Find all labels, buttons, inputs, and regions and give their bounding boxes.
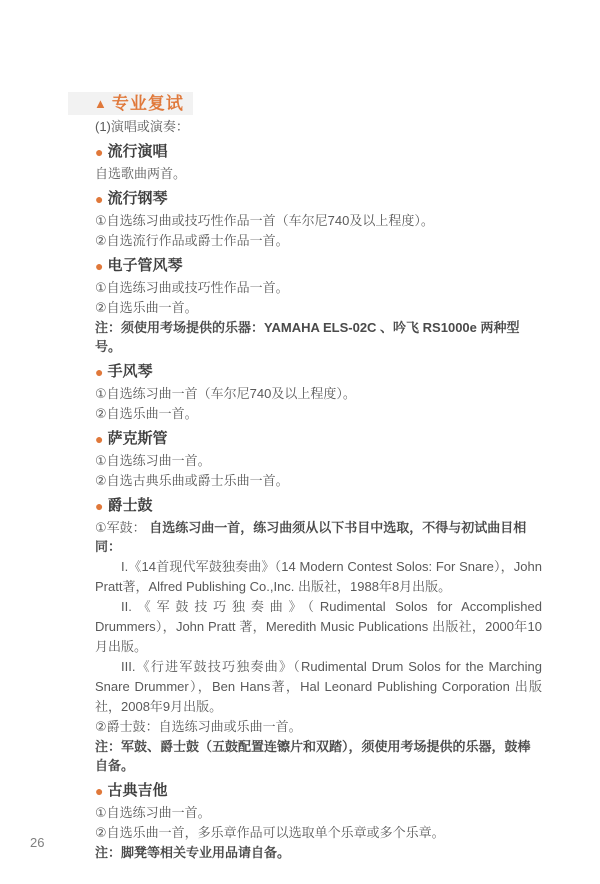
- section-title: [95, 142, 542, 162]
- section-title: [95, 362, 542, 382]
- requirement-line: ①自选练习曲一首（车尔尼740及以上程度）。: [95, 386, 356, 401]
- section-pop-vocal: [95, 142, 542, 183]
- requirement-line: ②自选乐曲一首。: [95, 406, 198, 421]
- section-title: [95, 189, 542, 209]
- section-title-text: 古典吉他: [107, 782, 168, 799]
- note-line: 注：脚凳等相关专业用品请自备。: [95, 845, 291, 860]
- section-title-text: 手风琴: [107, 363, 153, 380]
- snare-requirement: 自选练习曲一首，练习曲须从以下书目中选取，不得与初试曲目相同：: [95, 520, 527, 554]
- section-electronic-organ: [95, 256, 542, 356]
- requirement-line: 自选歌曲两首。: [95, 166, 187, 181]
- triangle-icon: ▲: [94, 96, 107, 111]
- book-reference-3: III.《行进军鼓技巧独奏曲》（Rudimental Drum Solos for the Marching Snare Drummer），Ben Hans著，Hal Leonard Publishing Corporation 出版社，2008年9月出版。: [95, 659, 542, 714]
- requirement-line: ①自选练习曲一首。: [95, 453, 211, 468]
- section-title: [95, 429, 542, 449]
- section-pop-piano: [95, 189, 542, 250]
- bullet-icon: ●: [95, 191, 104, 207]
- section-heading-box: [68, 92, 193, 115]
- section-saxophone: [95, 429, 542, 490]
- bullet-icon: ●: [95, 498, 104, 514]
- content-area: [95, 117, 542, 863]
- requirement-line: ①自选练习曲或技巧性作品一首（车尔尼740及以上程度）。: [95, 213, 434, 228]
- requirement-line: ②自选乐曲一首。: [95, 300, 198, 315]
- requirement-line: ②自选古典乐曲或爵士乐曲一首。: [95, 473, 289, 488]
- requirement-line-snare: [95, 518, 542, 556]
- note-line: 注：军鼓、爵士鼓（五鼓配置连镲片和双踏），须使用考场提供的乐器，鼓棒自备。: [95, 739, 531, 773]
- section-title: [95, 256, 542, 276]
- book-reference-1: I.《14首现代军鼓独奏曲》（14 Modern Contest Solos: For Snare），John Pratt著，Alfred Publishing Co.,Inc. 出版社，1988年8月出版。: [95, 559, 542, 594]
- page-heading-text: 专业复试: [111, 94, 184, 113]
- requirement-line: ②自选乐曲一首，多乐章作品可以选取单个乐章或多个乐章。: [95, 825, 445, 840]
- section-title-text: 流行演唱: [107, 143, 168, 160]
- section-title: [95, 496, 542, 516]
- note-line: 注：须使用考场提供的乐器：YAMAHA ELS-02C 、吟飞 RS1000e 两种型号。: [95, 320, 520, 354]
- section-title-text: 萨克斯管: [107, 430, 168, 447]
- book-reference-2: II.《军鼓技巧独奏曲》（Rudimental Solos for Accomplished Drummers），John Pratt 著，Meredith Music Publications 出版社，2000年10月出版。: [95, 599, 542, 654]
- page-number: 26: [30, 835, 45, 850]
- section-title-text: 流行钢琴: [107, 190, 168, 207]
- bullet-icon: ●: [95, 364, 104, 380]
- bullet-icon: ●: [95, 783, 104, 799]
- requirement-line: ②自选流行作品或爵士作品一首。: [95, 233, 289, 248]
- section-classical-guitar: [95, 781, 542, 862]
- section-jazz-drums: [95, 496, 542, 775]
- intro-line: (1)演唱或演奏：: [95, 119, 189, 134]
- snare-prefix: ①军鼓：: [95, 520, 146, 535]
- bullet-icon: ●: [95, 431, 104, 447]
- section-title-text: 电子管风琴: [107, 257, 183, 274]
- requirement-line: ①自选练习曲或技巧性作品一首。: [95, 280, 289, 295]
- bullet-icon: ●: [95, 258, 104, 274]
- section-title-text: 爵士鼓: [107, 497, 153, 514]
- bullet-icon: ●: [95, 144, 104, 160]
- requirement-line: ①自选练习曲一首。: [95, 805, 211, 820]
- requirement-line: ②爵士鼓：自选练习曲或乐曲一首。: [95, 719, 302, 734]
- section-accordion: [95, 362, 542, 423]
- section-title: [95, 781, 542, 801]
